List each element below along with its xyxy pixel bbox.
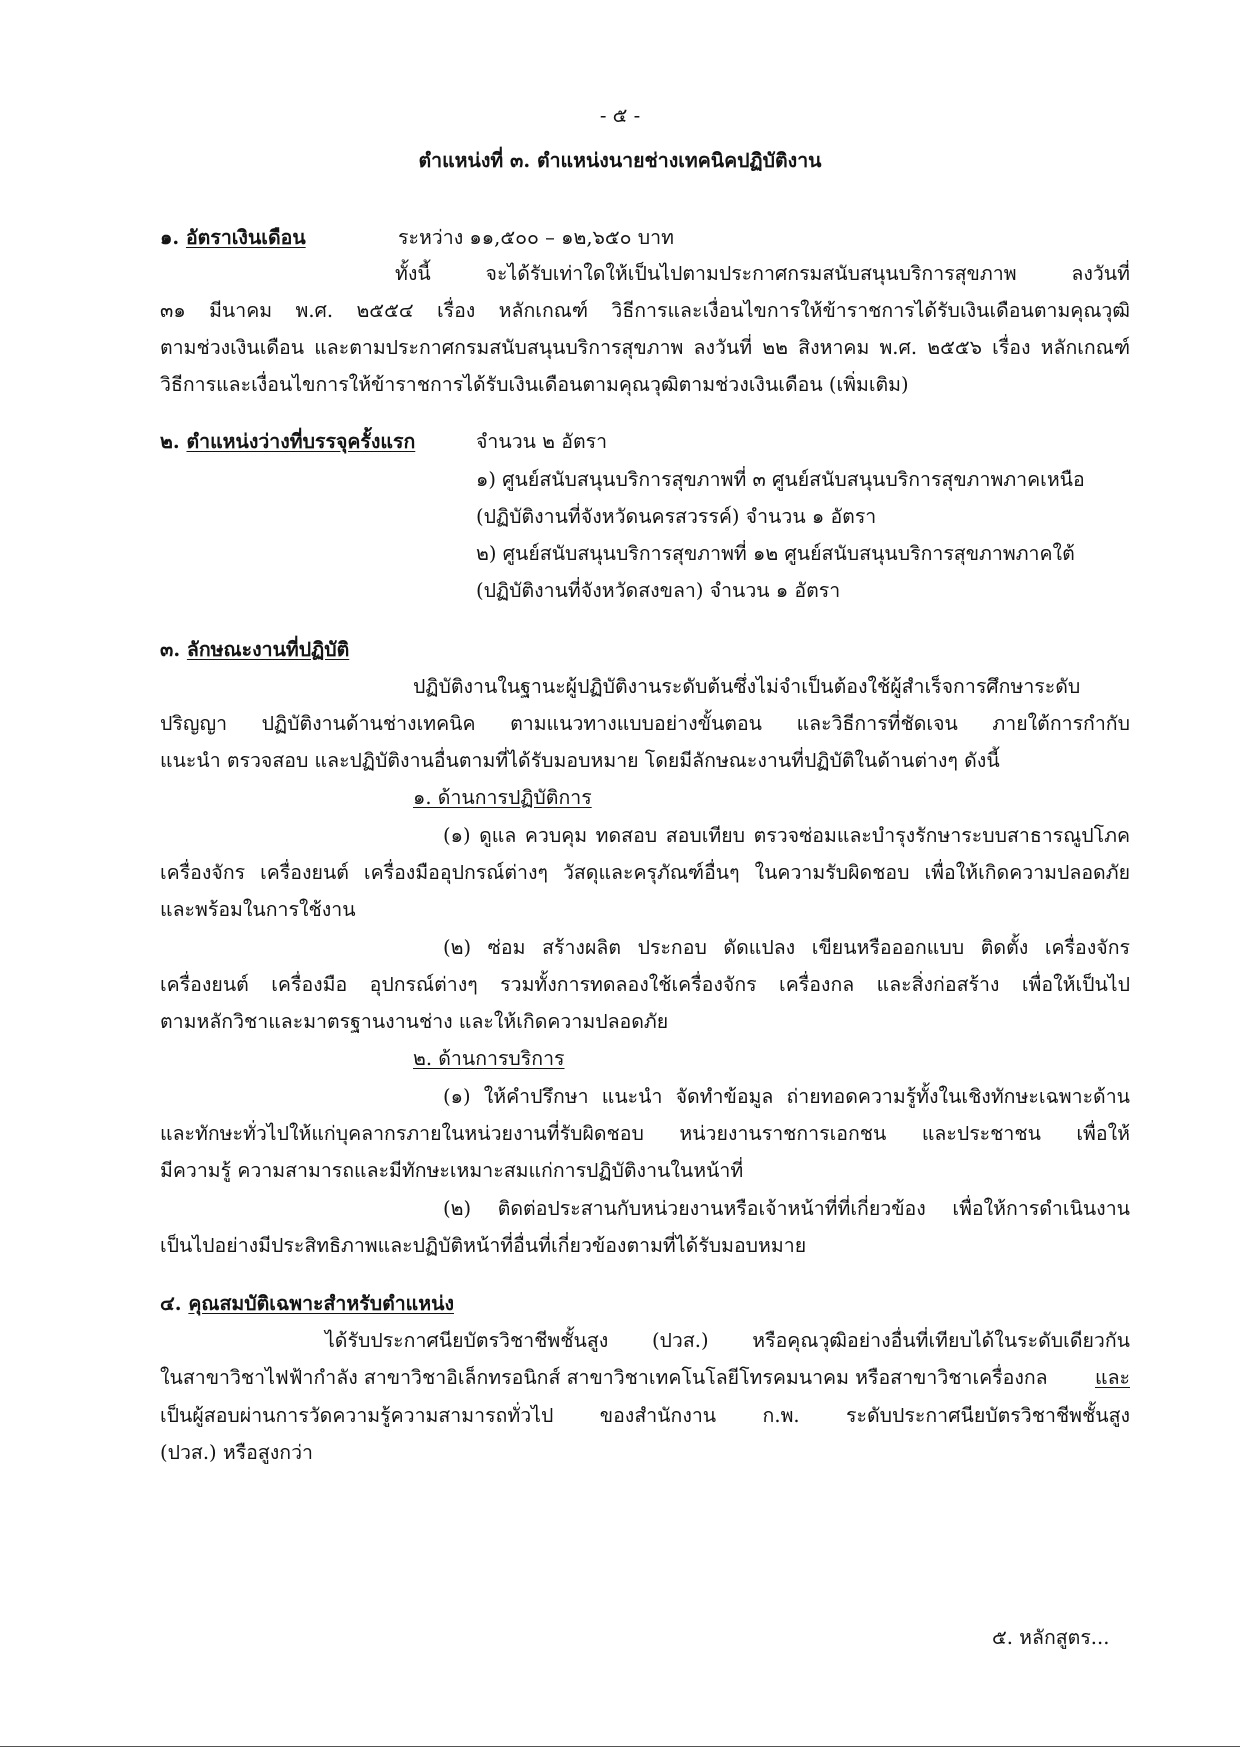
paragraph-line: เครื่องจักร เครื่องยนต์ เครื่องมืออุปกรณ์ต่างๆ วัสดุและครุภัณฑ์อื่นๆ ในความรับผิดชอบ เพื่อให้เกิดความปลอดภัย [160,861,1130,884]
paragraph-line: ได้รับประกาศนียบัตรวิชาชีพชั้นสูง (ปวส.) หรือคุณวุฒิอย่างอื่นที่เทียบได้ในระดับเดียวกัน [325,1329,1130,1352]
section-1-heading [160,222,306,253]
document-title: ตำแหน่งที่ ๓. ตำแหน่งนายช่างเทคนิคปฏิบัติงาน [418,149,822,172]
section-number: ๑. [160,226,180,249]
section-title: ตำแหน่งว่างที่บรรจุครั้งแรก [186,430,416,453]
paragraph-line: ปฏิบัติงานในฐานะผู้ปฏิบัติงานระดับต้นซึ่งไม่จำเป็นต้องใช้ผู้สำเร็จการศึกษาระดับ [413,675,1081,698]
paragraph-line: เป็นผู้สอบผ่านการวัดความรู้ความสามารถทั่วไป ของสำนักงาน ก.พ. ระดับประกาศนียบัตรวิชาชีพชั้นสูง [160,1404,1130,1427]
section-number: ๓. [160,638,181,661]
section-4-heading [160,1288,454,1319]
paragraph-line: (๑) ดูแล ควบคุม ทดสอบ สอบเทียบ ตรวจซ่อมและบำรุงรักษาระบบสาธารณูปโภค [443,824,1130,847]
subsection-heading: ๒. ด้านการบริการ [413,1047,565,1070]
qualification-fields: ในสาขาวิชาไฟฟ้ากำลัง สาขาวิชาอิเล็กทรอนิกส์ สาขาวิชาเทคโนโลยีโทรคมนาคม หรือสาขาวิชาเครื่องกล [160,1366,1048,1389]
vacancy-item: ๒) ศูนย์สนับสนุนบริการสุขภาพที่ ๑๒ ศูนย์สนับสนุนบริการสุขภาพภาคใต้ [476,542,1075,565]
vacancy-item-detail: (ปฏิบัติงานที่จังหวัดนครสวรรค์) จำนวน ๑ อัตรา [476,505,877,528]
page-number: - ๕ - [599,104,641,127]
paragraph-line: ๓๑ มีนาคม พ.ศ. ๒๕๕๔ เรื่อง หลักเกณฑ์ วิธีการและเงื่อนไขการให้ข้าราชการได้รับเงินเดือนตามคุณวุฒิ [160,299,1130,322]
subsection-heading: ๑. ด้านการปฏิบัติการ [413,786,592,809]
paragraph-line: (๒) ซ่อม สร้างผลิต ประกอบ ดัดแปลง เขียนหรือออกแบบ ติดตั้ง เครื่องจักร [443,936,1130,959]
paragraph-line: วิธีการและเงื่อนไขการให้ข้าราชการได้รับเงินเดือนตามคุณวุฒิตามช่วงเงินเดือน (เพิ่มเติม) [160,373,909,396]
paragraph-line: (๒) ติดต่อประสานกับหน่วยงานหรือเจ้าหน้าที่ที่เกี่ยวข้อง เพื่อให้การดำเนินงาน [443,1197,1130,1220]
section-2-heading [160,426,415,457]
page-bottom-edge [0,1746,1240,1747]
paragraph-line: และทักษะทั่วไปให้แก่บุคลากรภายในหน่วยงานที่รับผิดชอบ หน่วยงานราชการเอกชน และประชาชน เพื่อให้ [160,1122,1130,1145]
paragraph-line: มีความรู้ ความสามารถและมีทักษะเหมาะสมแก่การปฏิบัติงานในหน้าที่ [160,1159,744,1182]
paragraph-line: เครื่องยนต์ เครื่องมือ อุปกรณ์ต่างๆ รวมทั้งการทดลองใช้เครื่องจักร เครื่องกล และสิ่งก่อสร้าง เพื่อให้เป็นไป [160,973,1130,996]
section-number: ๔. [160,1292,182,1315]
vacancy-count: จำนวน ๒ อัตรา [476,430,608,453]
paragraph-line: แนะนำ ตรวจสอบ และปฏิบัติงานอื่นตามที่ได้รับมอบหมาย โดยมีลักษณะงานที่ปฏิบัติในด้านต่างๆ ดังนี้ [160,749,1000,772]
salary-range: ระหว่าง ๑๑,๕๐๐ – ๑๒,๖๕๐ บาท [398,226,674,249]
paragraph-line: (ปวส.) หรือสูงกว่า [160,1441,314,1464]
section-title: อัตราเงินเดือน [185,226,306,249]
section-title: ลักษณะงานที่ปฏิบัติ [186,638,350,661]
paragraph-line: (๑) ให้คำปรึกษา แนะนำ จัดทำข้อมูล ถ่ายทอดความรู้ทั้งในเชิงทักษะเฉพาะด้าน [443,1085,1130,1108]
paragraph-line: เป็นไปอย่างมีประสิทธิภาพและปฏิบัติหน้าที่อื่นที่เกี่ยวข้องตามที่ได้รับมอบหมาย [160,1234,807,1257]
paragraph-line: ตามช่วงเงินเดือน และตามประกาศกรมสนับสนุนบริการสุขภาพ ลงวันที่ ๒๒ สิงหาคม พ.ศ. ๒๕๕๖ เรื่อง หลักเกณฑ์ [160,336,1130,359]
paragraph-line: ปริญญา ปฏิบัติงานด้านช่างเทคนิค ตามแนวทางแบบอย่างขั้นตอน และวิธีการที่ชัดเจน ภายใต้การกำกับ [160,712,1130,735]
paragraph-line [160,1362,1130,1393]
vacancy-item: ๑) ศูนย์สนับสนุนบริการสุขภาพที่ ๓ ศูนย์สนับสนุนบริการสุขภาพภาคเหนือ [476,468,1085,491]
continuation-note: ๕. หลักสูตร... [992,1626,1110,1649]
section-3-heading [160,634,349,665]
paragraph-line: ตามหลักวิชาและมาตรฐานงานช่าง และให้เกิดความปลอดภัย [160,1010,669,1033]
section-number: ๒. [160,430,180,453]
paragraph-line: และพร้อมในการใช้งาน [160,898,356,921]
vacancy-item-detail: (ปฏิบัติงานที่จังหวัดสงขลา) จำนวน ๑ อัตรา [476,579,841,602]
section-title: คุณสมบัติเฉพาะสำหรับตำแหน่ง [188,1292,454,1315]
paragraph-line: ทั้งนี้ จะได้รับเท่าใดให้เป็นไปตามประกาศกรมสนับสนุนบริการสุขภาพ ลงวันที่ [395,262,1130,285]
and-conjunction: และ [1095,1366,1130,1389]
